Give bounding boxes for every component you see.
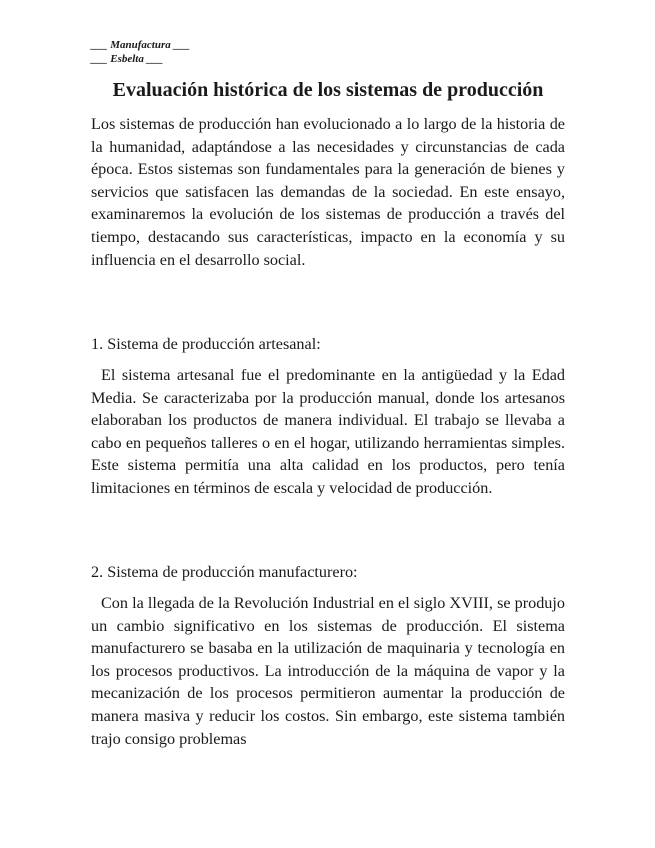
header-line-manufactura: ___ Manufactura ___ [91, 39, 191, 51]
section-paragraph-artesanal: El sistema artesanal fue el predominante en la antigüedad y la Edad Media. Se caracterizaba por la producción manual, donde los artesanos elaboraban los productos de manera individual. El trabajo se llevaba a cabo en pequeños talleres o en el hogar, utilizando herramientas simples. Este sistema permitía una alta calidad en los productos, pero tenía limitaciones en términos de escala y velocidad de producción. [91, 366, 565, 497]
document-header [91, 38, 190, 66]
header-line-esbelta: ___ Esbelta ___ [91, 53, 164, 65]
section-heading-artesanal: 1. Sistema de producción artesanal: [91, 335, 321, 353]
document-title: Evaluación histórica de los sistemas de producción [112, 79, 544, 101]
section-paragraph-manufacturero: Con la llegada de la Revolución Industrial en el siglo XVIII, se produjo un cambio significativo en los sistemas de producción. El sistema manufacturero se basaba en la utilización de maquinaria y tecnología en los procesos productivos. La introducción de la máquina de vapor y la mecanización de los procesos permitieron aumentar la producción de manera masiva y reducir los costos. Sin embargo, este sistema también trajo consigo problemas [91, 594, 565, 748]
section-heading-manufacturero: 2. Sistema de producción manufacturero: [91, 563, 358, 581]
intro-paragraph: Los sistemas de producción han evolucionado a lo largo de la historia de la humanidad, adaptándose a las necesidades y circunstancias de cada época. Estos sistemas son fundamentales para la generación de bienes y servicios que satisfacen las demandas de la sociedad. En este ensayo, examinaremos la evolución de los sistemas de producción a través del tiempo, destacando sus características, impacto en la economía y su influencia en el desarrollo social. [91, 115, 565, 269]
